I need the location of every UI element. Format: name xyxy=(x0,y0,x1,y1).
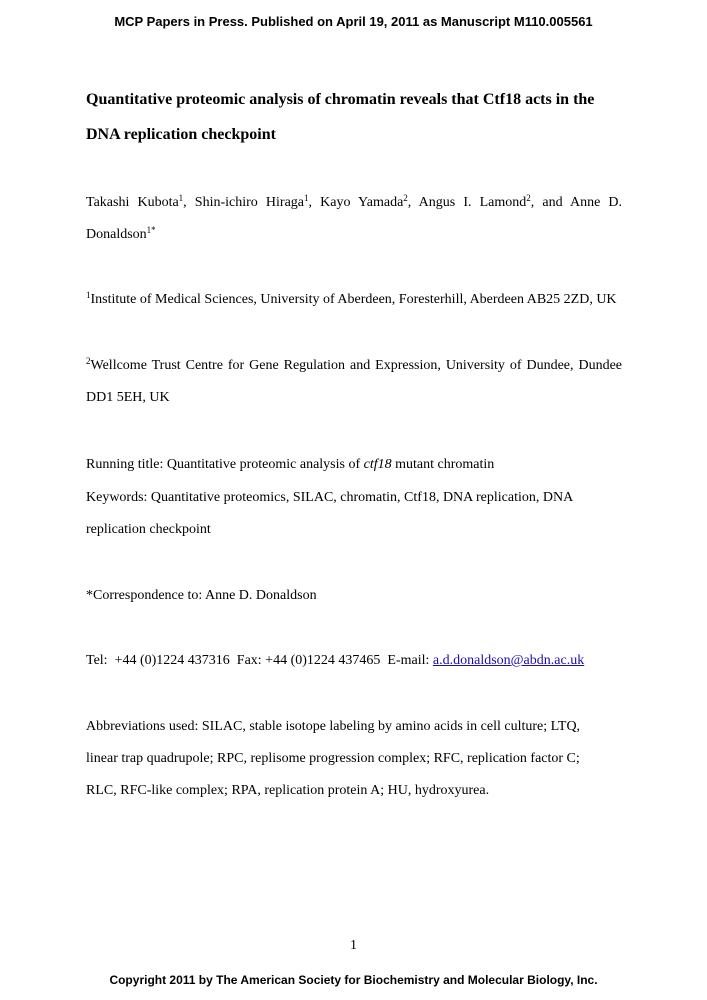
author-list xyxy=(86,187,622,251)
email-link[interactable]: a.d.donaldson@abdn.ac.uk xyxy=(432,653,585,668)
press-banner: MCP Papers in Press. Published on April 19, 2011 as Manuscript M110.005561 xyxy=(114,14,593,29)
author: Angus I. Lamond$^2$, and xyxy=(418,193,570,210)
author: Takashi Kubota$^1$, xyxy=(86,193,195,210)
copyright-footer: Copyright 2011 by The American Society for Biochemistry and Molecular Biology, Inc. xyxy=(109,973,598,987)
paper-title: Quantitative proteomic analysis of chromatin reveals that Ctf18 acts in the DNA replication checkpoint xyxy=(86,91,595,143)
affiliation-2: $^2$Wellcome Trust Centre for Gene Regulation and Expression, University of Dundee, Dundee DD1 5EH, UK xyxy=(86,356,622,405)
author: Shin-ichiro Hiraga$^1$, xyxy=(194,193,321,210)
author: Anne D. Donaldson$^{1*}$ xyxy=(86,195,623,242)
page-number: 1 xyxy=(350,938,357,953)
affiliation-1: $^1$Institute of Medical Sciences, University of Aberdeen, Foresterhill, Aberdeen AB25 2ZD, UK xyxy=(86,290,617,307)
author: Kayo Yamada$^2$, xyxy=(320,193,419,210)
keywords: Keywords: Quantitative proteomics, SILAC, chromatin, Ctf18, DNA replication, DNA replication checkpoint xyxy=(86,490,573,537)
abbreviations: Abbreviations used: SILAC, stable isotope labeling by amino acids in cell culture; LTQ, linear trap quadrupole; RPC, replisome progression complex; RFC, replication factor C; RLC, RFC-like complex; RPA, replication protein A; HU, hydroxyurea. xyxy=(86,719,581,798)
correspondence-line: *Correspondence to: Anne D. Donaldson xyxy=(86,588,317,603)
running-title: Running title: Quantitative proteomic analysis of ctf18 mutant chromatin xyxy=(86,457,495,472)
contact-line: Tel: +44 (0)1224 437316 Fax: +44 (0)1224 437465 E-mail: a.d.donaldson@abdn.ac.uk xyxy=(86,653,585,668)
